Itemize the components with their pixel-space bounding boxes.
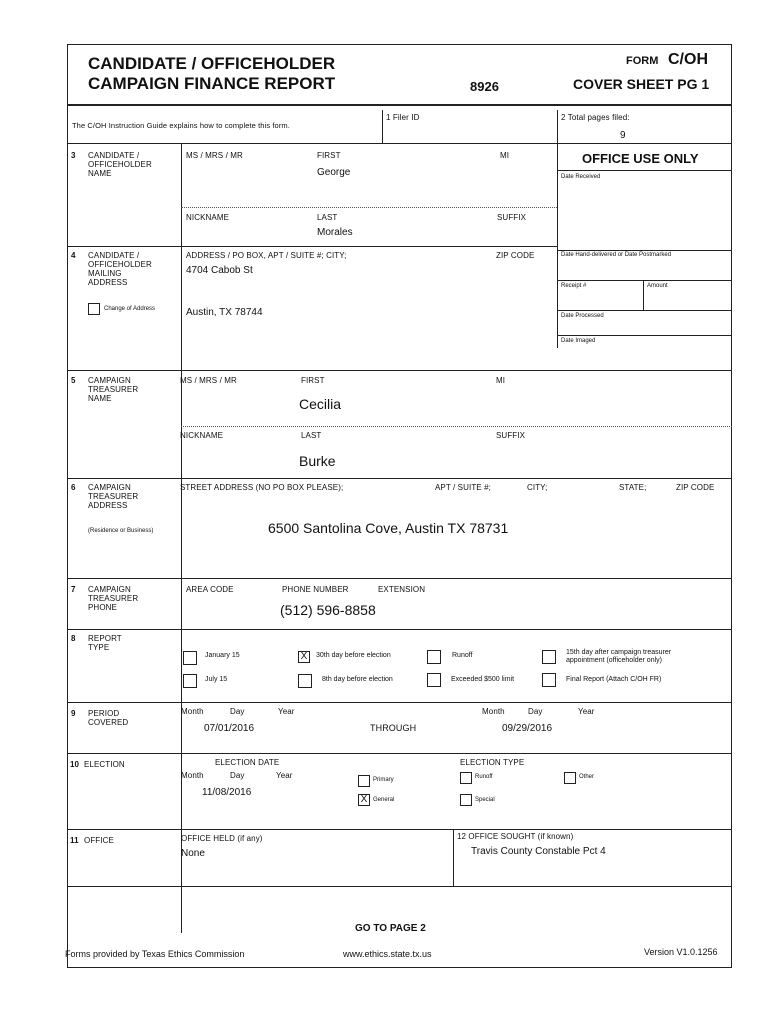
period-from-month-label: Month [181, 707, 204, 716]
report-8th-day-checkbox[interactable] [298, 674, 312, 688]
residence-or-business-label: (Residence or Business) [88, 528, 154, 534]
treasurer-first-label: FIRST [301, 376, 325, 385]
footer-url: www.ethics.state.tx.us [343, 949, 432, 959]
treasurer-zip-label: ZIP CODE [676, 483, 715, 492]
section-11-number: 11 [70, 836, 79, 845]
title-line-1: CANDIDATE / OFFICEHOLDER [88, 54, 336, 73]
report-final-label: Final Report (Attach C/OH FR) [566, 676, 662, 683]
treasurer-street-header: STREET ADDRESS (NO PO BOX PLEASE); [180, 483, 344, 492]
date-hand-delivered-label: Date Hand-delivered or Date Postmarked [561, 252, 672, 258]
report-8th-day-label: 8th day before election [322, 676, 393, 683]
cover-sheet-label: COVER SHEET PG 1 [573, 76, 710, 92]
amount-label: Amount [647, 283, 668, 289]
period-from-date: 07/01/2016 [204, 723, 255, 734]
change-of-address-checkbox[interactable] [88, 303, 100, 315]
go-to-page-2: GO TO PAGE 2 [355, 923, 426, 934]
section-3-label: CANDIDATE / OFFICEHOLDER NAME [88, 151, 152, 178]
form-number: 8926 [470, 79, 499, 94]
extension-label: EXTENSION [378, 585, 426, 594]
section-6-number: 6 [71, 483, 76, 492]
report-jul15-checkbox[interactable] [183, 674, 197, 688]
report-15th-day-checkbox[interactable] [542, 650, 556, 664]
section-9-number: 9 [71, 709, 76, 718]
period-from-year-label: Year [278, 707, 295, 716]
election-special-checkbox[interactable] [460, 794, 472, 806]
election-primary-checkbox[interactable] [358, 775, 370, 787]
candidate-address-header: ADDRESS / PO BOX, APT / SUITE #; CITY; [186, 251, 347, 260]
report-runoff-checkbox[interactable] [427, 650, 441, 664]
section-5-number: 5 [71, 376, 76, 385]
date-imaged-label: Date Imaged [561, 338, 596, 344]
election-other-label: Other [579, 774, 595, 780]
treasurer-suffix-label: SUFFIX [496, 431, 526, 440]
section-11-label: OFFICE [84, 836, 114, 845]
candidate-city: Austin, TX 78744 [186, 307, 263, 318]
election-runoff-label: Runoff [475, 774, 493, 780]
period-to-day-label: Day [528, 707, 543, 716]
section-8-number: 8 [71, 634, 76, 643]
election-runoff-checkbox[interactable] [460, 772, 472, 784]
office-sought-value: Travis County Constable Pct 4 [471, 846, 606, 857]
form-label-prefix: FORM [626, 55, 659, 67]
report-final-checkbox[interactable] [542, 673, 556, 687]
report-30th-day-label: 30th day before election [316, 652, 391, 659]
report-exceeded-label: Exceeded $500 limit [451, 676, 515, 683]
report-jan15-label: January 15 [205, 652, 240, 659]
office-sought-label: 12 OFFICE SOUGHT (if known) [457, 832, 574, 841]
report-runoff-label: Runoff [452, 652, 473, 659]
report-jul15-label: July 15 [205, 676, 228, 683]
candidate-mi-label: MI [500, 151, 510, 160]
candidate-zip-label: ZIP CODE [496, 251, 535, 260]
election-other-checkbox[interactable] [564, 772, 576, 784]
election-type-label: ELECTION TYPE [460, 758, 525, 767]
treasurer-last-name: Burke [299, 453, 336, 469]
period-through-label: THROUGH [370, 723, 417, 733]
section-4-label: CANDIDATE / OFFICEHOLDER MAILING ADDRESS [88, 251, 152, 287]
area-code-label: AREA CODE [186, 585, 234, 594]
treasurer-address-value: 6500 Santolina Cove, Austin TX 78731 [268, 520, 509, 536]
section-7-label: CAMPAIGN TREASURER PHONE [88, 585, 139, 612]
report-30th-day-checkbox[interactable]: X [298, 651, 310, 663]
election-special-label: Special [475, 797, 495, 803]
date-received-label: Date Received [561, 174, 601, 180]
office-held-label: OFFICE HELD (if any) [181, 834, 263, 843]
treasurer-apt-label: APT / SUITE #; [435, 483, 491, 492]
report-exceeded-checkbox[interactable] [427, 673, 441, 687]
period-to-year-label: Year [578, 707, 595, 716]
change-of-address-label: Change of Address [104, 306, 156, 312]
candidate-suffix-label: SUFFIX [497, 213, 527, 222]
candidate-first-name: George [317, 167, 351, 178]
section-5-label: CAMPAIGN TREASURER NAME [88, 376, 139, 403]
election-month-label: Month [181, 771, 204, 780]
period-to-date: 09/29/2016 [502, 723, 553, 734]
total-pages-value: 9 [620, 130, 626, 141]
candidate-nickname-label: NICKNAME [186, 213, 230, 222]
treasurer-nickname-label: NICKNAME [180, 431, 224, 440]
election-day-label: Day [230, 771, 245, 780]
election-date-label: ELECTION DATE [215, 758, 280, 767]
title-line-2: CAMPAIGN FINANCE REPORT [88, 74, 336, 93]
candidate-last-name: Morales [317, 227, 353, 238]
election-general-checkbox[interactable]: X [358, 794, 370, 806]
treasurer-last-label: LAST [301, 431, 322, 440]
election-general-label: General [373, 797, 395, 803]
date-processed-label: Date Processed [561, 313, 604, 319]
candidate-last-label: LAST [317, 213, 338, 222]
period-from-day-label: Day [230, 707, 245, 716]
footer-version: Version V1.0.1256 [644, 947, 718, 957]
period-to-month-label: Month [482, 707, 505, 716]
section-6-label: CAMPAIGN TREASURER ADDRESS [88, 483, 139, 510]
section-8-label: REPORT TYPE [88, 634, 122, 652]
election-date-value: 11/08/2016 [202, 787, 252, 798]
treasurer-city-label: CITY; [527, 483, 548, 492]
filer-id-label: 1 Filer ID [386, 113, 420, 122]
section-10-label: ELECTION [84, 760, 125, 769]
instruction-text: The C/OH Instruction Guide explains how to complete this form. [72, 121, 290, 130]
treasurer-ms-label: MS / MRS / MR [180, 376, 237, 385]
office-use-title: OFFICE USE ONLY [582, 151, 699, 166]
section-10-number: 10 [70, 760, 80, 769]
candidate-first-label: FIRST [317, 151, 341, 160]
section-7-number: 7 [71, 585, 76, 594]
section-9-label: PERIOD COVERED [88, 709, 129, 727]
election-primary-label: Primary [373, 777, 394, 783]
candidate-street: 4704 Cabob St [186, 265, 253, 276]
total-pages-label: 2 Total pages filed: [561, 113, 630, 122]
election-year-label: Year [276, 771, 293, 780]
treasurer-mi-label: MI [496, 376, 506, 385]
treasurer-phone-value: (512) 596-8858 [280, 602, 376, 618]
phone-number-label: PHONE NUMBER [282, 585, 349, 594]
office-held-value: None [181, 848, 205, 859]
receipt-label: Receipt # [561, 283, 587, 289]
report-jan15-checkbox[interactable] [183, 651, 197, 665]
form-label-code: C/OH [668, 51, 708, 68]
treasurer-first-name: Cecilia [299, 396, 342, 412]
treasurer-state-label: STATE; [619, 483, 647, 492]
section-3-number: 3 [71, 151, 76, 160]
candidate-ms-label: MS / MRS / MR [186, 151, 243, 160]
section-4-number: 4 [71, 251, 76, 260]
report-15th-day-label: 15th day after campaign treasurer appointment (officeholder only) [566, 649, 672, 664]
footer-provider: Forms provided by Texas Ethics Commission [65, 949, 245, 959]
